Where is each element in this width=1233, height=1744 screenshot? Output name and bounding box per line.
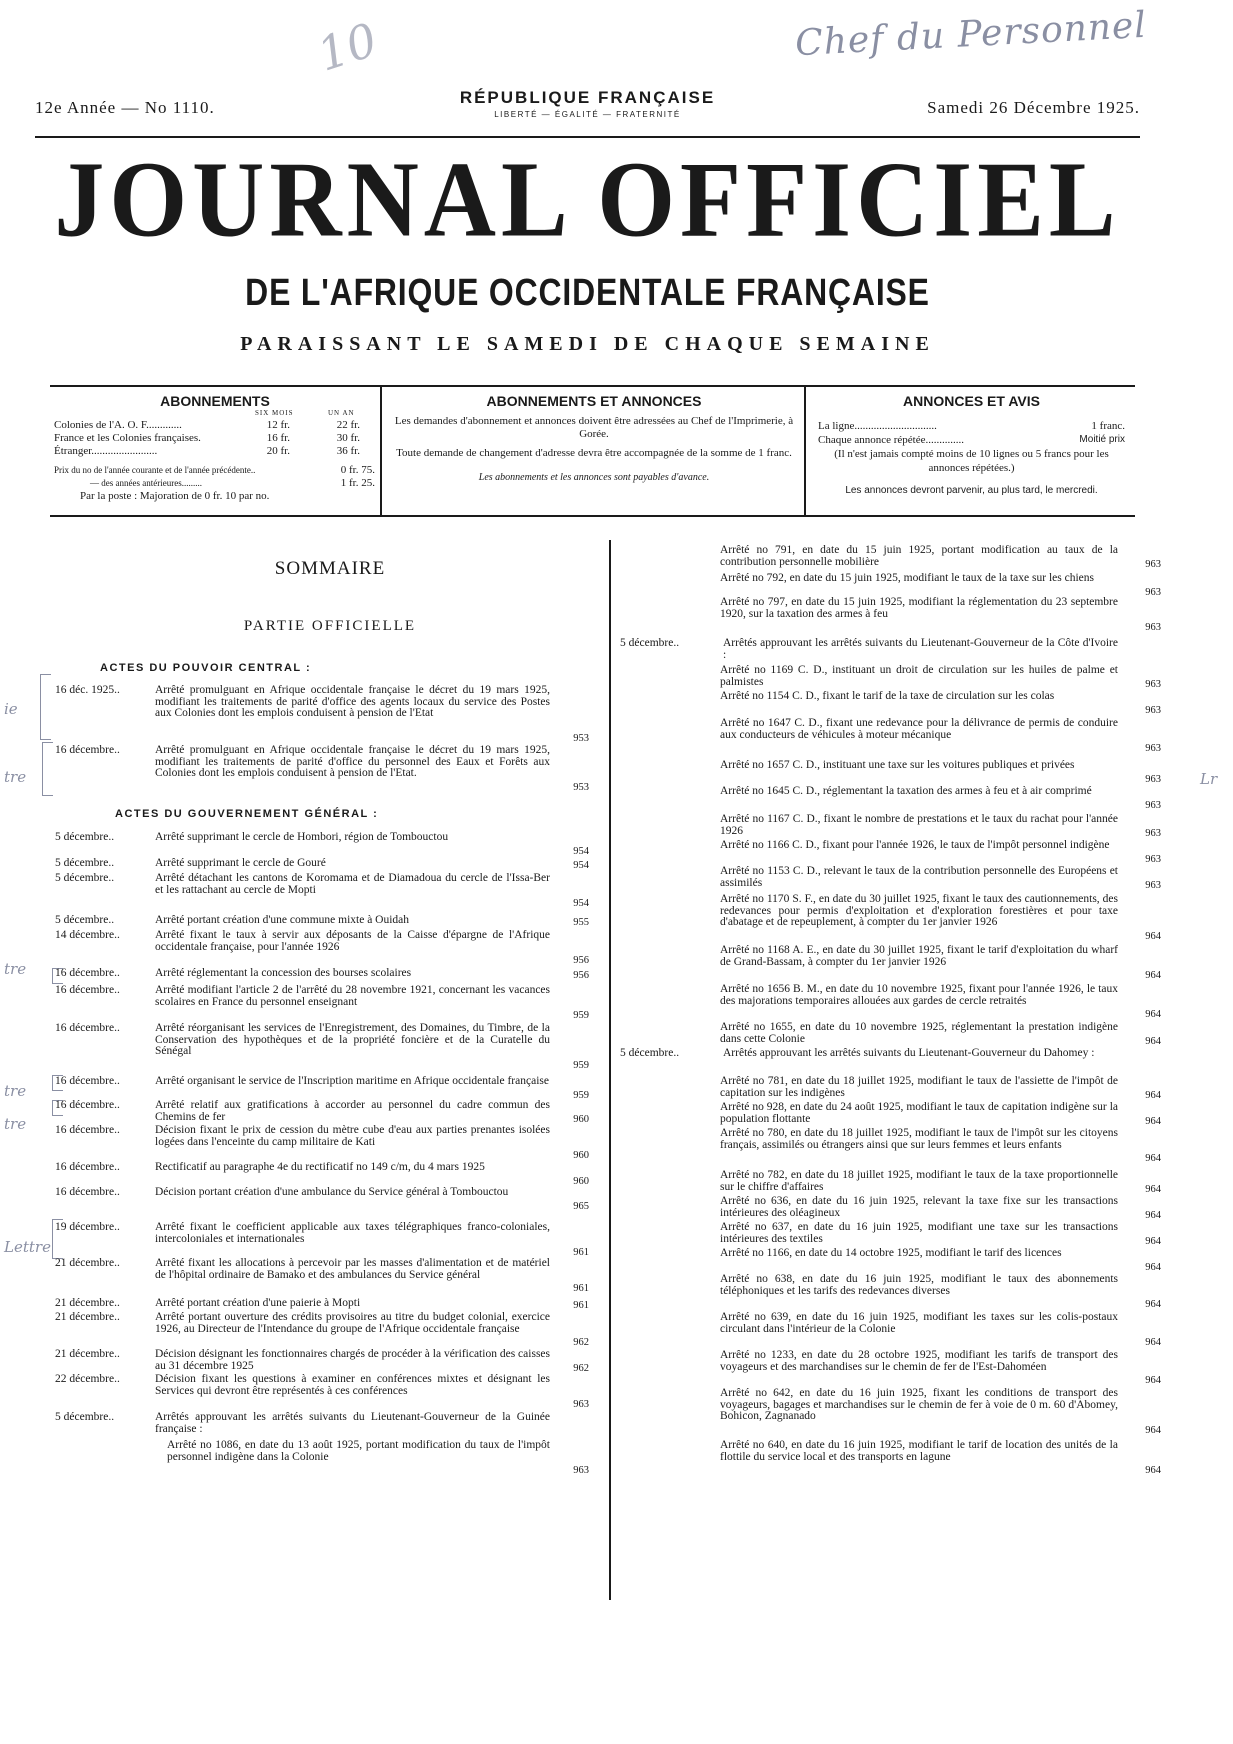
entry-date: 5 décembre.. bbox=[55, 872, 115, 884]
sommaire-entry bbox=[55, 685, 600, 743]
entry-page-number: 963 bbox=[1145, 827, 1161, 839]
margin-note: Lr bbox=[1200, 770, 1218, 788]
margin-note: tre bbox=[4, 1115, 27, 1133]
entry-title: Arrêté modifiant l'article 2 de l'arrêté du 28 novembre 1921, concernant les vacances scolaires en France du personnel enseignant bbox=[155, 984, 550, 1008]
column-rule bbox=[609, 540, 611, 1600]
entry-date: 16 décembre.. bbox=[55, 967, 120, 979]
entry-page-number: 954 bbox=[573, 845, 589, 857]
sommaire-entry bbox=[620, 1440, 1165, 1475]
entry-page-number: 963 bbox=[1145, 773, 1161, 785]
sommaire-entry bbox=[620, 760, 1165, 783]
entry-date: 16 décembre.. bbox=[55, 744, 120, 756]
entry-title: Arrêté supprimant le cercle de Gouré bbox=[155, 857, 326, 869]
entry-title: Rectificatif au paragraphe 4e du rectificatif no 149 c/m, du 4 mars 1925 bbox=[155, 1161, 485, 1173]
sommaire-entry bbox=[620, 984, 1165, 1019]
entry-title: Décision fixant les questions à examiner en conférences mixtes et désignant les Services qui devront être représentés à ces conférences bbox=[155, 1373, 550, 1397]
sommaire-entry bbox=[620, 545, 1165, 568]
sommaire-entry bbox=[55, 1100, 600, 1123]
entry-date: 5 décembre.. bbox=[55, 857, 115, 869]
sommaire-entry bbox=[620, 597, 1165, 632]
edition-number: 12e Année — No 1110. bbox=[35, 98, 215, 117]
sommaire-entry bbox=[620, 840, 1165, 863]
sommaire-entry bbox=[55, 1076, 600, 1099]
entry-page-number: 963 bbox=[1145, 853, 1161, 865]
entry-page-number: 963 bbox=[573, 1399, 589, 1410]
entry-title: Décision portant création d'une ambulance du Service général à Tombouctou bbox=[155, 1186, 509, 1198]
entry-title: Décision désignant les fonctionnaires chargés de procéder à la vérification des caisses au 31 décembre 1925 bbox=[155, 1348, 550, 1372]
entry-title: Arrêté no 792, en date du 15 juin 1925, modifiant le taux de la taxe sur les chiens bbox=[720, 572, 1094, 584]
abonnements-box bbox=[50, 387, 382, 515]
entry-title: Arrêté no 1655, en date du 10 novembre 1925, réglementant la prestation indigène dans cette Colonie bbox=[720, 1021, 1118, 1045]
entry-page-number: 954 bbox=[573, 898, 589, 909]
entry-page-number: 964 bbox=[1145, 1235, 1161, 1247]
entry-date: 5 décembre.. bbox=[55, 831, 115, 843]
post-surcharge: Par la poste : Majoration de 0 fr. 10 par no. bbox=[80, 490, 270, 502]
entry-date: 21 décembre.. bbox=[55, 1311, 120, 1323]
entry-date: 16 décembre.. bbox=[55, 1124, 120, 1136]
entry-page-number: 961 bbox=[573, 1300, 589, 1311]
entry-date: 5 décembre.. bbox=[620, 637, 680, 649]
handwritten-note: Chef du Personnel bbox=[794, 4, 1148, 65]
entry-title: Arrêté no 782, en date du 18 juillet 1925, modifiant le taux de la taxe proportionnelle sur le chiffre d'affaires bbox=[720, 1169, 1118, 1193]
entry-page-number: 963 bbox=[1145, 704, 1161, 716]
entry-title: Arrêté no 1169 C. D., instituant un droit de circulation sur les huiles de palme et palmistes bbox=[720, 664, 1118, 688]
entry-title: Arrêté réorganisant les services de l'Enregistrement, des Domaines, du Timbre, de la Conservation des hypothèques et de la propriété foncière et de la Curatelle du Sénégal bbox=[155, 1022, 550, 1057]
entry-page-number: 964 bbox=[1145, 1209, 1161, 1221]
sommaire-entry bbox=[55, 1125, 600, 1160]
entry-date: 16 décembre.. bbox=[55, 1075, 120, 1087]
entry-page-number: 964 bbox=[1145, 1035, 1161, 1047]
sommaire-entry bbox=[620, 1102, 1165, 1125]
rate-row: Colonies de l'A. O. F............. 12 fr. 22 fr. bbox=[54, 419, 360, 431]
entry-page-number: 964 bbox=[1145, 1089, 1161, 1101]
sommaire-entry bbox=[620, 1312, 1165, 1347]
sommaire-title: SOMMAIRE bbox=[274, 558, 386, 579]
entry-title: Arrêté no 1168 A. E., en date du 30 juillet 1925, fixant le tarif d'exploitation du wharf de Grand-Bassam, à compter du 1er janvier 1926 bbox=[720, 944, 1118, 968]
sommaire-entry bbox=[55, 1374, 600, 1409]
rate-row: Étranger........................ 20 fr. 36 fr. bbox=[54, 445, 360, 457]
sommaire-entry bbox=[55, 1222, 600, 1257]
entry-page-number: 959 bbox=[573, 1010, 589, 1021]
entry-page-number: 961 bbox=[573, 1283, 589, 1294]
entry-title: Arrêté no 780, en date du 18 juillet 1925, modifiant le taux de l'impôt sur les citoyens français, assimilés ou étrangers ainsi que sur leurs femmes et leurs enfants bbox=[720, 1127, 1118, 1151]
entry-title: Arrêté promulguant en Afrique occidentale française le décret du 19 mars 1925, modifiant les traitements de parité d'office des agents locaux du service des Postes aux Colonies dont les emplois conduisent à pension de l'Etat bbox=[155, 684, 550, 719]
entry-page-number: 964 bbox=[1145, 930, 1161, 942]
entry-page-number: 963 bbox=[1145, 879, 1161, 891]
entry-date: 16 décembre.. bbox=[55, 1161, 120, 1173]
entry-date: 16 déc. 1925.. bbox=[55, 684, 120, 696]
entry-title: Arrêté no 1086, en date du 13 août 1925, portant modification du taux de l'impôt personnel indigène dans la Colonie bbox=[167, 1439, 550, 1463]
entry-page-number: 960 bbox=[573, 1113, 589, 1125]
entry-title: Arrêté relatif aux gratifications à accorder au personnel du cadre commun des Chemins de fer bbox=[155, 1099, 550, 1123]
sommaire-entry bbox=[620, 894, 1165, 940]
section-heading: ACTES DU GOUVERNEMENT GÉNÉRAL : bbox=[115, 808, 379, 820]
entry-date: 16 décembre.. bbox=[55, 1099, 120, 1111]
sommaire-entry bbox=[55, 915, 600, 927]
sommaire-entry bbox=[620, 945, 1165, 980]
entry-page-number: 964 bbox=[1145, 1153, 1161, 1164]
margin-notes bbox=[4, 0, 51, 1744]
sommaire-entry bbox=[620, 638, 1165, 661]
ad-rate-row: La ligne.............................. 1 franc. bbox=[818, 420, 1125, 432]
entry-page-number: 964 bbox=[1145, 1115, 1161, 1127]
entry-title: Arrêté portant création d'une paierie à Mopti bbox=[155, 1297, 361, 1309]
sommaire-entry bbox=[55, 985, 600, 1020]
masthead-topline bbox=[35, 88, 1140, 122]
entry-page-number: 963 bbox=[1145, 558, 1161, 570]
sommaire-entry bbox=[620, 691, 1165, 714]
sommaire-entry bbox=[55, 858, 600, 870]
entry-title: Arrêté supprimant le cercle de Hombori, région de Tombouctou bbox=[155, 831, 449, 843]
entry-date: 16 décembre.. bbox=[55, 1186, 120, 1198]
margin-bracket bbox=[40, 674, 51, 740]
entry-title: Arrêté détachant les cantons de Koromama et de Diamadoua du cercle de l'Issa-Ber et les rattachant au cercle de Mopti bbox=[155, 872, 550, 896]
sommaire-entry bbox=[55, 968, 600, 980]
entry-title: Arrêté no 1170 S. F., en date du 30 juillet 1925, fixant le taux des cautionnements, des redevances pour permis d'exploitation et d'exploration forestières et pour taxe d'abatage et de repeuplement, à compter du 1er janvier 1926 bbox=[720, 893, 1118, 928]
entry-title: Arrêtés approuvant les arrêtés suivants du Lieutenant-Gouverneur de la Guinée française : bbox=[155, 1411, 550, 1435]
entry-page-number: 959 bbox=[573, 1059, 589, 1071]
sommaire-entry bbox=[55, 1258, 600, 1293]
entry-title: Arrêté no 639, en date du 16 juin 1925, modifiant les taxes sur les colis-postaux circulant dans l'intérieur de la Colonie bbox=[720, 1311, 1118, 1335]
sommaire-entry bbox=[55, 1312, 600, 1347]
price-row: Prix du no de l'année courante et de l'année précédente.. 0 fr. 75. bbox=[54, 464, 375, 476]
box-title: ANNONCES ET AVIS bbox=[903, 393, 1040, 409]
entry-page-number: 962 bbox=[573, 1337, 589, 1348]
entry-date: 14 décembre.. bbox=[55, 929, 120, 941]
entry-page-number: 963 bbox=[1145, 678, 1161, 690]
journal-title: JOURNAL OFFICIEL bbox=[54, 139, 1121, 260]
entry-page-number: 963 bbox=[573, 1465, 589, 1476]
margin-note: tre bbox=[4, 960, 27, 978]
entry-date: 19 décembre.. bbox=[55, 1221, 120, 1233]
subscription-boxes bbox=[50, 385, 1135, 517]
sommaire-entry bbox=[620, 1128, 1165, 1163]
entry-title: Arrêté no 1166 C. D., fixant pour l'année 1926, le taux de l'impôt personnel indigène bbox=[720, 839, 1110, 851]
entry-page-number: 964 bbox=[1145, 1375, 1161, 1386]
entry-title: Arrêté no 636, en date du 16 juin 1925, relevant la taxe fixe sur les transactions intérieures des oléagineux bbox=[720, 1195, 1118, 1219]
entry-title: Arrêté organisant le service de l'Inscription maritime en Afrique occidentale française bbox=[155, 1075, 549, 1087]
entry-title: Arrêté no 1656 B. M., en date du 10 novembre 1925, fixant pour l'année 1926, le taux des majorations temporaires allouées aux gardes de cercle retraités bbox=[720, 983, 1118, 1007]
entry-page-number: 963 bbox=[1145, 622, 1161, 633]
sommaire-entry bbox=[55, 745, 600, 791]
issue-date: Samedi 26 Décembre 1925. bbox=[927, 98, 1140, 117]
journal-subtitle: DE L'AFRIQUE OCCIDENTALE FRANÇAISE bbox=[245, 272, 930, 314]
annonces-avis-box bbox=[808, 387, 1135, 515]
margin-note: tre bbox=[4, 768, 27, 786]
sommaire-entry bbox=[620, 1274, 1165, 1309]
margin-bracket bbox=[42, 742, 53, 796]
handwritten-number: 10 bbox=[311, 12, 384, 82]
rate-row: France et les Colonies françaises. 16 fr. 30 fr. bbox=[54, 432, 360, 444]
entry-page-number: 964 bbox=[1145, 1337, 1161, 1348]
abonnements-annonces-box bbox=[384, 387, 806, 515]
entry-page-number: 962 bbox=[573, 1362, 589, 1374]
entry-title: Arrêté réglementant la concession des bourses scolaires bbox=[155, 967, 412, 979]
publication-frequency: PARAISSANT LE SAMEDI DE CHAQUE SEMAINE bbox=[240, 333, 935, 355]
sommaire-entry bbox=[620, 1388, 1165, 1434]
entry-date: 22 décembre.. bbox=[55, 1373, 120, 1385]
sommaire-entry bbox=[620, 786, 1165, 809]
sommaire-entry bbox=[620, 1048, 1165, 1071]
sommaire-entry bbox=[55, 832, 600, 855]
masthead-rule bbox=[35, 136, 1140, 138]
entry-title: Arrêté no 1167 C. D., fixant le nombre de prestations et le taux du rachat pour l'année 1926 bbox=[720, 813, 1118, 837]
entry-title: Arrêté no 1154 C. D., fixant le tarif de la taxe de circulation sur les colas bbox=[720, 690, 1055, 702]
entry-date: 21 décembre.. bbox=[55, 1297, 120, 1309]
entry-title: Arrêté fixant les allocations à percevoir par les masses d'alimentation et de matériel de l'hôpital ordinaire de Bamako et des ambulances du Service général bbox=[155, 1257, 550, 1281]
sommaire-entry bbox=[55, 873, 600, 908]
entry-page-number: 964 bbox=[1145, 970, 1161, 981]
sommaire-entry bbox=[620, 573, 1165, 596]
entry-title: Arrêté portant création d'une commune mixte à Ouidah bbox=[155, 914, 410, 926]
margin-note: Lettre bbox=[4, 1238, 51, 1256]
entry-date: 16 décembre.. bbox=[55, 1022, 120, 1034]
sommaire-entry bbox=[55, 1349, 600, 1372]
sommaire-entry bbox=[55, 1298, 600, 1310]
entry-page-number: 963 bbox=[1145, 586, 1161, 598]
entry-page-number: 964 bbox=[1145, 1424, 1161, 1436]
entry-title: Arrêtés approuvant les arrêtés suivants du Lieutenant-Gouverneur du Dahomey : bbox=[723, 1047, 1095, 1059]
right-margin-notes bbox=[1200, 0, 1230, 1744]
entry-page-number: 954 bbox=[573, 860, 589, 871]
entry-title: Arrêté no 637, en date du 16 juin 1925, modifiant une taxe sur les transactions intérieures des textiles bbox=[720, 1221, 1118, 1245]
entry-page-number: 964 bbox=[1145, 1183, 1161, 1195]
entry-title: Arrêté no 928, en date du 24 août 1925, modifiant le taux de capitation indigène sur la population flottante bbox=[720, 1101, 1118, 1125]
entry-page-number: 963 bbox=[1145, 743, 1161, 754]
entry-title: Arrêté fixant le coefficient applicable aux taxes télégraphiques franco-coloniales, intercoloniales et internationales bbox=[155, 1221, 550, 1245]
section-heading: ACTES DU POUVOIR CENTRAL : bbox=[100, 662, 312, 674]
sommaire-entry bbox=[620, 1350, 1165, 1385]
sommaire-entry bbox=[620, 718, 1165, 753]
entry-title: Arrêté no 1153 C. D., relevant le taux de la contribution personnelle des Européens et assimilés bbox=[720, 865, 1118, 889]
sommaire-entry bbox=[55, 1187, 600, 1210]
entry-page-number: 965 bbox=[573, 1200, 589, 1212]
entry-title: Arrêté no 791, en date du 15 juin 1925, portant modification au taux de la contribution personnelle mobilière bbox=[720, 544, 1118, 568]
margin-note: tre bbox=[4, 1082, 27, 1100]
entry-date: 16 décembre.. bbox=[55, 984, 120, 996]
entry-title: Arrêté no 642, en date du 16 juin 1925, fixant les conditions de transport des voyageurs, bagages et marchandises sur le chemin de fer à voie de 0 m. 60 d'Abomey, Bohicon, Zagnanado bbox=[720, 1387, 1118, 1422]
sommaire-entry bbox=[620, 1170, 1165, 1193]
entry-date: 5 décembre.. bbox=[55, 914, 115, 926]
entry-title: Arrêté no 1233, en date du 28 octobre 1925, modifiant les tarifs de transport des voyageurs et des marchandises sur le chemin de fer de l'Est-Dahoméen bbox=[720, 1349, 1118, 1373]
col-head-one-year: UN AN bbox=[328, 409, 355, 417]
box-title: ABONNEMENTS ET ANNONCES bbox=[486, 393, 702, 409]
entry-page-number: 960 bbox=[573, 1175, 589, 1187]
entry-title: Arrêté promulguant en Afrique occidentale française le décret du 19 mars 1925, modifiant les traitements de parité d'office du personnel des Eaux et Forêts aux Colonies dont les emplois conduisent à pension de l'Etat. bbox=[155, 744, 550, 779]
entry-title: Arrêté no 781, en date du 18 juillet 1925, modifiant le taux de l'assiette de l'impôt de capitation sur les indigènes bbox=[720, 1075, 1118, 1099]
box-footer: Les annonces devront parvenir, au plus tard, le mercredi. bbox=[845, 485, 1098, 496]
partie-officielle-title: PARTIE OFFICIELLE bbox=[243, 618, 417, 634]
entry-date: 21 décembre.. bbox=[55, 1348, 120, 1360]
entry-title: Arrêté portant ouverture des crédits provisoires au titre du budget colonial, exercice 1926, au Directeur de l'Intendance du groupe de l'Afrique occidentale française bbox=[155, 1311, 550, 1335]
entry-page-number: 960 bbox=[573, 1150, 589, 1161]
entry-date: 5 décembre.. bbox=[620, 1047, 680, 1059]
entry-page-number: 961 bbox=[573, 1247, 589, 1258]
entry-title: Arrêté no 1657 C. D., instituant une taxe sur les voitures publiques et privées bbox=[720, 759, 1075, 771]
entry-page-number: 964 bbox=[1145, 1009, 1161, 1020]
box-text: Toute demande de changement d'adresse devra être accompagnée de la somme de 1 franc. bbox=[396, 447, 792, 459]
sommaire-entry bbox=[55, 1440, 600, 1475]
box-title: ABONNEMENTS bbox=[160, 393, 270, 409]
entry-page-number: 953 bbox=[573, 733, 589, 744]
entry-title: Arrêté no 1645 C. D., réglementant la taxation des armes à feu et à air comprimé bbox=[720, 785, 1092, 797]
entry-page-number: 964 bbox=[1145, 1465, 1161, 1476]
sommaire-entry bbox=[55, 930, 600, 965]
entry-title: Décision fixant le prix de cession du mètre cube d'eau aux parties prenantes isolées logées dans l'enceinte du camp militaire de Kati bbox=[155, 1124, 550, 1148]
entry-title: Arrêté no 1647 C. D., fixant une redevance pour la délivrance de permis de conduire aux conducteurs de véhicules à moteur mécanique bbox=[720, 717, 1118, 741]
sommaire-entry bbox=[55, 1412, 600, 1435]
entry-page-number: 956 bbox=[573, 970, 589, 981]
sommaire-entry bbox=[55, 1162, 600, 1185]
republic-name: RÉPUBLIQUE FRANÇAISE bbox=[459, 88, 716, 107]
entry-title: Arrêté no 797, en date du 15 juin 1925, modifiant la réglementation du 23 septembre 1920, sur la taxation des armes à feu bbox=[720, 596, 1118, 620]
sommaire-entry bbox=[620, 1248, 1165, 1271]
entry-title: Arrêté no 640, en date du 16 juin 1925, modifiant le tarif de location des unités de la flottile du service local et des transports en lagune bbox=[720, 1439, 1118, 1463]
republic-motto: LIBERTÉ — ÉGALITÉ — FRATERNITÉ bbox=[494, 110, 681, 119]
entry-date: 21 décembre.. bbox=[55, 1257, 120, 1269]
sommaire-entry bbox=[620, 1196, 1165, 1219]
entry-page-number: 953 bbox=[573, 781, 589, 793]
ad-note: (Il n'est jamais compté moins de 10 lignes ou 5 francs pour les annonces répétées.) bbox=[834, 448, 1109, 474]
entry-page-number: 955 bbox=[573, 917, 589, 928]
entry-page-number: 964 bbox=[1145, 1299, 1161, 1310]
ad-rate-row: Chaque annonce répétée.............. Moitié prix bbox=[818, 434, 1125, 446]
col-head-six-months: SIX MOIS bbox=[255, 409, 294, 417]
entry-title: Arrêté no 1166, en date du 14 octobre 1925, modifiant le tarif des licences bbox=[720, 1247, 1062, 1259]
entry-title: Arrêté no 638, en date du 16 juin 1925, modifiant le taux des abonnements téléphoniques et les tarifs des redevances diverses bbox=[720, 1273, 1118, 1297]
sommaire-entry bbox=[620, 1022, 1165, 1045]
entry-page-number: 963 bbox=[1145, 799, 1161, 811]
sommaire-entry bbox=[620, 665, 1165, 688]
price-row: — des années antérieures......... 1 fr. 25. bbox=[90, 477, 375, 489]
entry-page-number: 964 bbox=[1145, 1261, 1161, 1273]
entry-date: 5 décembre.. bbox=[55, 1411, 115, 1423]
box-footer: Les abonnements et les annonces sont payables d'avance. bbox=[478, 472, 710, 483]
sommaire-entry bbox=[620, 1076, 1165, 1099]
sommaire-entry bbox=[620, 814, 1165, 837]
box-text: Les demandes d'abonnement et annonces doivent être adressées au Chef de l'Imprimerie, à Gorée. bbox=[394, 415, 794, 440]
entry-title: Arrêtés approuvant les arrêtés suivants du Lieutenant-Gouverneur de la Côte d'Ivoire : bbox=[723, 637, 1118, 661]
sommaire-entry bbox=[620, 1222, 1165, 1245]
sommaire-entry bbox=[620, 866, 1165, 889]
sommaire-entry bbox=[55, 1023, 600, 1069]
entry-page-number: 959 bbox=[573, 1089, 589, 1101]
entry-page-number: 956 bbox=[573, 955, 589, 966]
margin-note: ie bbox=[4, 700, 18, 718]
entry-title: Arrêté fixant le taux à servir aux déposants de la Caisse d'épargne de l'Afrique occidentale française, pour l'année 1926 bbox=[155, 929, 550, 953]
